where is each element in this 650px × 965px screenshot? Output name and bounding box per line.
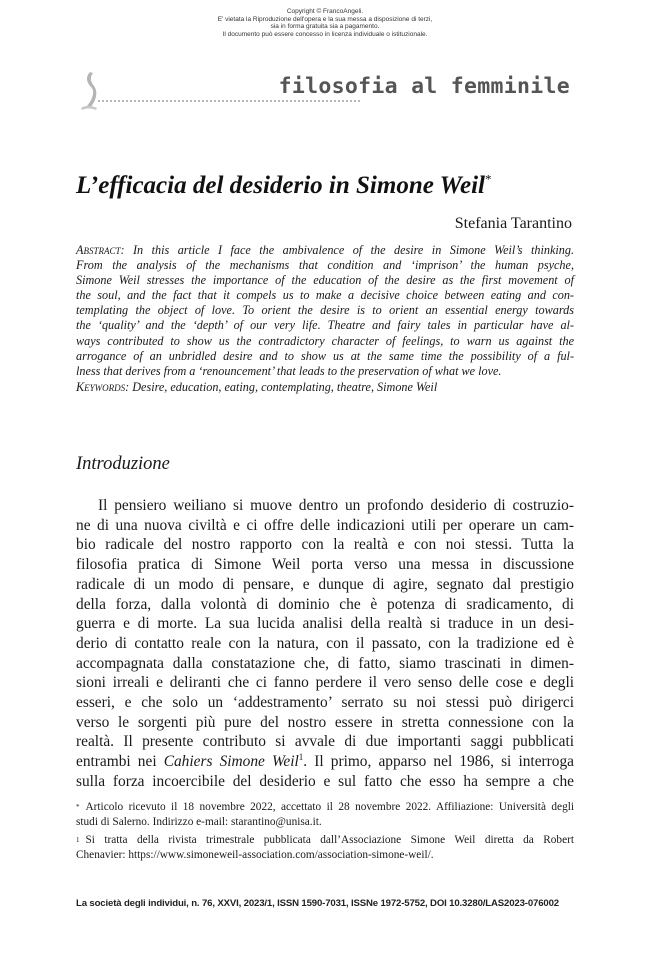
body-line: esseri, e che solo un ‘addestramento’ serrato su noi stessi può dirigerci [76, 694, 574, 712]
section-rubric [76, 68, 576, 112]
footnote-line: 1 Si tratta della rivista trimestrale pubblicata dall’Associazione Simone Weil diretta da Robert [76, 834, 574, 847]
abstract-line: Simone Weil stresses the importance of the education of the desire as the first movement of [76, 273, 574, 288]
body-line: della forza, dalla volontà di dominio che è potenza di sradicamento, di [76, 595, 574, 613]
body-line: filosofia pratica di Simone Weil porta verso una messa in discussione [76, 556, 574, 574]
footnote-mark: 1 [76, 836, 80, 845]
copyright-line: Copyright © FrancoAngeli. [286, 8, 364, 15]
abstract-line: the ‘quality’ and the ‘depth’ of our very life. Theatre and fairy tales in particular have al- [76, 318, 574, 333]
body-line: sulla forza incoercibile del desiderio e sul fatto che esso ha sempre a che [76, 772, 574, 790]
body-line: Il pensiero weiliano si muove dentro un profondo desiderio di costruzio- [98, 497, 574, 514]
footer-citation: La società degli individui, n. 76, XXVI, 2023/1, ISSN 1590-7031, ISSNe 1972-5752, DOI 10.3280/LAS2023-076002 [76, 898, 559, 909]
footnote-line[interactable]: Chenavier: https://www.simoneweil-association.com/association-simone-weil/. [76, 848, 434, 861]
keywords-text: Desire, education, eating, contemplating, theatre, Simone Weil [132, 379, 438, 394]
section-title: filosofia al femminile [278, 74, 570, 99]
footnote-ref-1[interactable]: 1 [298, 752, 304, 763]
abstract-line: From the analysis of the mechanisms that condition and ‘imprison’ the human psyche, [76, 258, 574, 273]
footnote-line: studi di Salerno. Indirizzo e-mail: starantino@unisa.it. [76, 815, 322, 828]
body-line: derio di contatto reale con la natura, con il passato, con la tradizione ed è [76, 634, 574, 652]
copyright-line: Il documento può essere concesso in licenza individuale o istituzionale. [222, 30, 428, 38]
body-line: realtà. Il presente contributo si avvale di due importanti saggi pubblicati [76, 733, 574, 751]
keywords-label: Keywords: [76, 379, 130, 394]
footnote-line: * Articolo ricevuto il 18 novembre 2022, accettato il 28 novembre 2022. Affiliazione: Università degli [76, 801, 574, 813]
body-line: accompagnata dalla constatazione che, di fatto, siamo trascinati in dimen- [76, 654, 574, 672]
body-line: bio radicale del nostro rapporto con la realtà e con noi stessi. Tutta la [76, 536, 574, 554]
section-heading: Introduzione [76, 454, 170, 474]
author-name: Stefania Tarantino [454, 215, 572, 232]
copyright-line: sia in forma gratuita sia a pagamento. [270, 23, 380, 31]
body-paragraph [76, 496, 574, 792]
footnote-mark: * [76, 803, 80, 811]
article-title [76, 172, 491, 200]
abstract-line: lness that derives from a ‘renouncement’ that leads to the preservation of what we love. [76, 363, 502, 378]
body-line: radicale di un modo di pensare, e dunque di agire, segnato dal prestigio [76, 575, 574, 593]
ornamental-figure-icon [76, 68, 106, 112]
keywords [76, 380, 574, 395]
abstract-label: Abstract: [76, 243, 125, 257]
abstract-line: ways contributed to show us the contradictory character of feelings, to warn us against the [76, 333, 574, 348]
footnotes [76, 800, 574, 866]
article-title-text: L’efficacia del desiderio in Simone Weil [76, 172, 485, 199]
body-line: ne di una nuova civiltà e ci offre delle indicazioni utili per operare un cam- [76, 516, 574, 534]
abstract [76, 243, 574, 395]
abstract-line: arrogance of an unbridled desire and to show us at the same time the possibility of a ful- [76, 348, 574, 363]
dotted-rule [98, 100, 360, 102]
copyright-notice [0, 8, 650, 38]
footnote-item [76, 800, 574, 829]
abstract-line: templating the object of love. To orient the desire is to orient an essential energy towards [76, 303, 574, 318]
body-line: verso le sorgenti più pure del nostro essere in stretta connessione con la [76, 713, 574, 731]
copyright-line: E' vietata la Riproduzione dell'opera e la sua messa a disposizione di terzi, [217, 15, 433, 23]
body-line: sioni irreali e deliranti che ci fanno perdere il vero senso delle cose e degli [76, 674, 574, 692]
title-footnote-mark[interactable]: * [484, 171, 492, 187]
body-line: guerra e di morte. La sua lucida analisi della realtà si traduce in un desi- [76, 615, 574, 633]
journal-title: Cahiers Simone Weil [163, 753, 299, 771]
body-line: entrambi nei Cahiers Simone Weil$^1$. Il primo, apparso nel 1986, si interroga [76, 752, 574, 771]
footnote-item [76, 833, 574, 862]
abstract-line: the soul, and the fact that it compels us to make a decisive choice between eating and con- [76, 288, 574, 303]
abstract-line: Abstract: In this article I face the ambivalence of the desire in Simone Weil’s thinking. [76, 243, 575, 257]
